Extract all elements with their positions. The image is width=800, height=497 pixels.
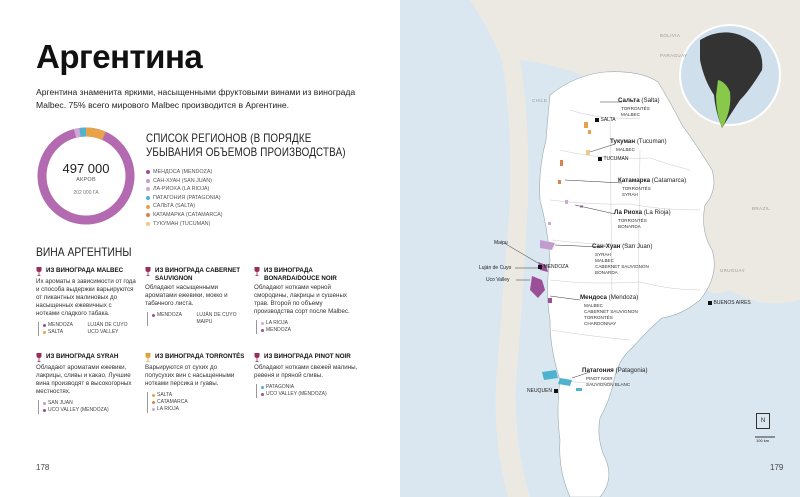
wines-title: ВИНА АРГЕНТИНЫ <box>36 245 132 259</box>
country-paraguay: PARAGUAY <box>660 53 688 58</box>
subregion-lujan: Luján de Cuyo <box>479 265 512 271</box>
wine-torrontes: ИЗ ВИНОГРАДА TORRONTÉS Варьируются от сухих до полусухих вин с насыщенными нотками персика и гуавы. SALTA CATAMARCA LA RIOJA <box>145 353 245 412</box>
map-label-tucuman: Тукуман (Tucuman) <box>610 138 667 145</box>
list-item: КАТАМАРКА (CATAMARCA) <box>146 211 223 220</box>
map-label-sanjuan: Сан-Хуан (San Juan) <box>592 243 653 250</box>
map-label-salta: Сальта (Salta) <box>618 97 660 104</box>
map-list-patagonia: PINOT NOIR SAUVIGNON BLANC <box>586 376 631 387</box>
map-list-salta: TORRONTÉS MALBEC <box>621 106 650 117</box>
region-dot <box>146 222 150 226</box>
map-list-sanjuan: SYRAH MALBEC CABERNET SAUVIGNON BONARDA <box>595 252 649 275</box>
map-list-mendoza: MALBEC CABERNET SAUVIGNON TORRONTÉS CHARDONNAY <box>584 303 638 326</box>
intro-text: Аргентина знаменита яркими, насыщенными фруктовыми винами из винограда Malbec. 75% всего мирового Malbec производится в Аргентине. <box>36 87 356 110</box>
wine-glass-icon <box>254 267 260 276</box>
map-label-mendoza: Мендоса (Mendoza) <box>580 294 639 301</box>
wine-glass-icon <box>145 267 151 276</box>
donut-hectares: 202 000 ГА <box>73 190 99 196</box>
country-bolivia: BOLIVIA <box>660 33 681 38</box>
wine-malbec: ИЗ ВИНОГРАДА MALBEC Их ароматы в зависимости от года и способа выдержки варьируются от пикантных малиновых до насыщенных ежевичных с нотками сладкого табака. MENDOZA LUJÁN DE CUYO SALTA UCO VALLEY <box>36 267 136 335</box>
subregion-maipu: Maipu <box>494 240 508 246</box>
donut-value: 497 000 <box>62 161 110 176</box>
region-dot <box>146 187 150 191</box>
map-list-tucuman: MALBEC <box>616 147 635 152</box>
city-neuquen: NEUQUEN <box>527 388 558 394</box>
north-arrow-icon: N <box>756 413 770 429</box>
city-tucuman: TUCUMAN <box>598 156 629 162</box>
regions-list <box>146 168 223 228</box>
wine-pinot-noir: ИЗ ВИНОГРАДА PINOT NOIR Обладают нотками свежей малины, ревеня и пряной сливы. PATAGONIA UCO VALLEY (MENDOZA) <box>254 353 358 397</box>
list-item: ТУКУМАН (TUCUMAN) <box>146 220 223 229</box>
wine-cabernet: ИЗ ВИНОГРАДА CABERNET SAUVIGNON Обладают насыщенными ароматами ежевики, мокко и табачного листа. MENDOZA LUJÁN DE CUYO MAIPU <box>145 267 245 326</box>
wine-glass-icon <box>145 353 151 362</box>
page-title: Аргентина <box>36 38 203 75</box>
list-item: МЕНДОСА (MENDOZA) <box>146 168 223 177</box>
wine-glass-icon <box>254 353 260 362</box>
list-item: САЛЬТА (SALTA) <box>146 202 223 211</box>
region-dot <box>146 205 150 209</box>
region-dot <box>146 196 150 200</box>
city-mendoza: MENDOZA <box>538 264 569 270</box>
list-item: ЛА-РИОХА (LA RIOJA) <box>146 185 223 194</box>
country-chile: CHILE <box>532 98 548 103</box>
city-salta: SALTA <box>595 117 616 123</box>
region-dot <box>146 213 150 217</box>
region-dot <box>146 170 150 174</box>
scale-label: 100 km <box>756 438 770 443</box>
map-label-patagonia: Патагония (Patagonia) <box>582 367 648 374</box>
wine-syrah: ИЗ ВИНОГРАДА SYRAH Обладают ароматами ежевики, лакрицы, сливы и какао. Лучшие вина производят в высокогорных местностях. SAN JUAN UCO VALLEY (MENDOZA) <box>36 353 136 414</box>
regions-title: СПИСОК РЕГИОНОВ (В ПОРЯДКЕ УБЫВАНИЯ ОБЪЕМОВ ПРОИЗВОДСТВА) <box>146 131 346 159</box>
region-tucuman-patches <box>586 150 590 155</box>
donut-unit: АКРОВ <box>76 177 96 183</box>
page-number-left: 178 <box>36 463 50 472</box>
map-list-catamarca: TORRONTÉS SYRAH <box>622 186 651 197</box>
country-uruguay: URUGUAY <box>720 268 745 273</box>
wine-bonarda: ИЗ ВИНОГРАДА BONARDA/DOUCE NOIR Обладают нотками черной смородины, лакрицы и сушеных трав. Второй по объему производства сорт после Malbec. LA RIOJA MENDOZA <box>254 267 358 334</box>
region-dot <box>146 179 150 183</box>
subregion-uco: Uco Valley <box>486 277 510 283</box>
city-buenos-aires: BUENOS AIRES <box>708 300 751 306</box>
page-number-right: 179 <box>770 463 784 472</box>
wine-glass-icon <box>36 353 42 362</box>
map-page <box>400 0 800 497</box>
map-label-catamarca: Катамарка (Catamarca) <box>618 177 687 184</box>
list-item: САН-ХУАН (SAN JUAN) <box>146 177 223 186</box>
acreage-donut <box>36 126 136 226</box>
map-label-larioja: Ла Риоха (La Rioja) <box>614 209 671 216</box>
list-item: ПАТАГОНИЯ (PATAGONIA) <box>146 194 223 203</box>
country-brazil: BRAZIL <box>752 206 771 211</box>
wine-glass-icon <box>36 267 42 276</box>
map-list-larioja: TORRONTÉS BONARDA <box>618 218 647 229</box>
